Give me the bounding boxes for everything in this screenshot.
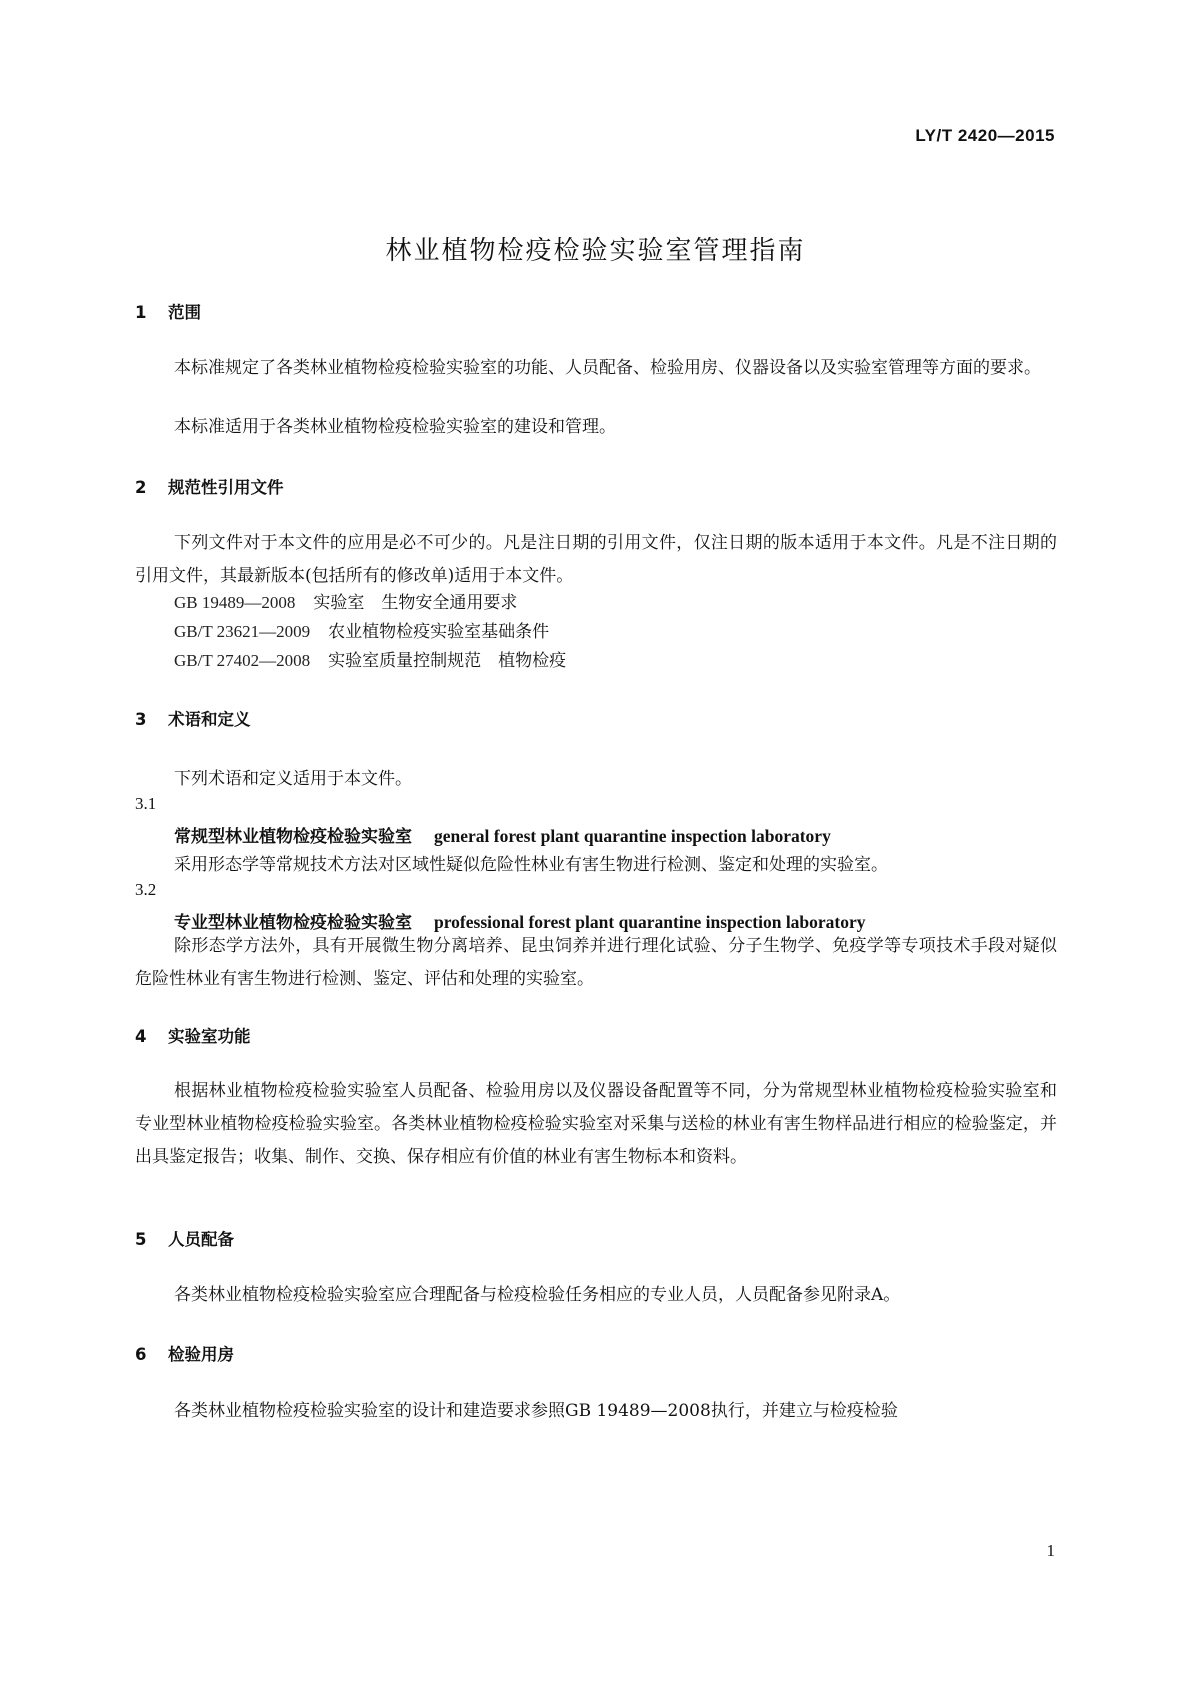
section-title: 术语和定义 xyxy=(168,710,251,729)
normative-reference xyxy=(174,588,517,613)
section-title: 人员配备 xyxy=(168,1230,234,1249)
document-title: 林业植物检疫检验实验室管理指南 xyxy=(385,236,806,266)
normative-reference xyxy=(174,646,566,671)
section-number: 1 xyxy=(135,303,147,322)
section-number: 3 xyxy=(135,710,147,729)
term-chinese: 常规型林业植物检疫检验实验室 xyxy=(174,827,412,847)
section-1-paragraph-1: 本标准规定了各类林业植物检疫检验实验室的功能、人员配备、检验用房、仪器设备以及实验室管理等方面的要求。 xyxy=(174,358,1041,378)
term-number: 3.2 xyxy=(135,880,157,899)
term-heading xyxy=(174,822,831,847)
section-number: 5 xyxy=(135,1230,147,1249)
term-english: general forest plant quarantine inspection laboratory xyxy=(434,826,831,846)
normative-reference xyxy=(174,617,549,642)
section-3-intro: 下列术语和定义适用于本文件。 xyxy=(174,769,412,789)
section-title: 实验室功能 xyxy=(168,1027,251,1046)
section-4-paragraph-1: 根据林业植物检疫检验实验室人员配备、检验用房以及仪器设备配置等不同，分为常规型林业植物检疫检验实验室和专业型林业植物检疫检验实验室。各类林业植物检疫检验实验室对采集与送检的林业有害生物样品进行相应的检验鉴定，并出具鉴定报告；收集、制作、交换、保存相应有价值的林业有害生物标本和资料。 xyxy=(135,1081,1057,1167)
section-1-paragraph-2: 本标准适用于各类林业植物检疫检验实验室的建设和管理。 xyxy=(174,417,616,437)
reference-title: 实验室 生物安全通用要求 xyxy=(313,593,518,613)
section-3-heading xyxy=(135,706,251,730)
reference-title: 农业植物检疫实验室基础条件 xyxy=(328,622,550,642)
section-title: 范围 xyxy=(168,303,201,322)
reference-code: GB 19489—2008 xyxy=(174,593,296,612)
term-english: professional forest plant quarantine inspection laboratory xyxy=(434,912,866,932)
section-5-paragraph-1: 各类林业植物检疫检验实验室应合理配备与检疫检验任务相应的专业人员，人员配备参见附录A。 xyxy=(174,1285,901,1305)
section-1-heading xyxy=(135,299,201,323)
section-2-heading xyxy=(135,474,284,498)
term-definition: 采用形态学等常规技术方法对区域性疑似危险性林业有害生物进行检测、鉴定和处理的实验室。 xyxy=(174,855,888,875)
section-2-paragraph-1: 下列文件对于本文件的应用是必不可少的。凡是注日期的引用文件，仅注日期的版本适用于本文件。凡是不注日期的引用文件，其最新版本(包括所有的修改单)适用于本文件。 xyxy=(135,533,1057,586)
reference-title: 实验室质量控制规范 植物检疫 xyxy=(328,651,567,671)
section-title: 检验用房 xyxy=(168,1345,234,1364)
section-title: 规范性引用文件 xyxy=(168,478,284,497)
term-definition: 除形态学方法外，具有开展微生物分离培养、昆虫饲养并进行理化试验、分子生物学、免疫学等专项技术手段对疑似危险性林业有害生物进行检测、鉴定、评估和处理的实验室。 xyxy=(135,936,1057,989)
term-chinese: 专业型林业植物检疫检验实验室 xyxy=(174,913,412,933)
standard-code: LY/T 2420—2015 xyxy=(915,126,1055,145)
reference-code: GB/T 23621—2009 xyxy=(174,622,311,641)
section-6-paragraph-1: 各类林业植物检疫检验实验室的设计和建造要求参照GB 19489—2008执行，并建立与检疫检验 xyxy=(174,1401,898,1421)
section-number: 6 xyxy=(135,1345,147,1364)
page-number: 1 xyxy=(1046,1541,1055,1560)
section-5-heading xyxy=(135,1226,234,1250)
reference-code: GB/T 27402—2008 xyxy=(174,651,311,670)
section-4-heading xyxy=(135,1023,251,1047)
term-number: 3.1 xyxy=(135,794,157,813)
section-number: 2 xyxy=(135,478,147,497)
section-6-heading xyxy=(135,1341,234,1365)
section-number: 4 xyxy=(135,1027,147,1046)
